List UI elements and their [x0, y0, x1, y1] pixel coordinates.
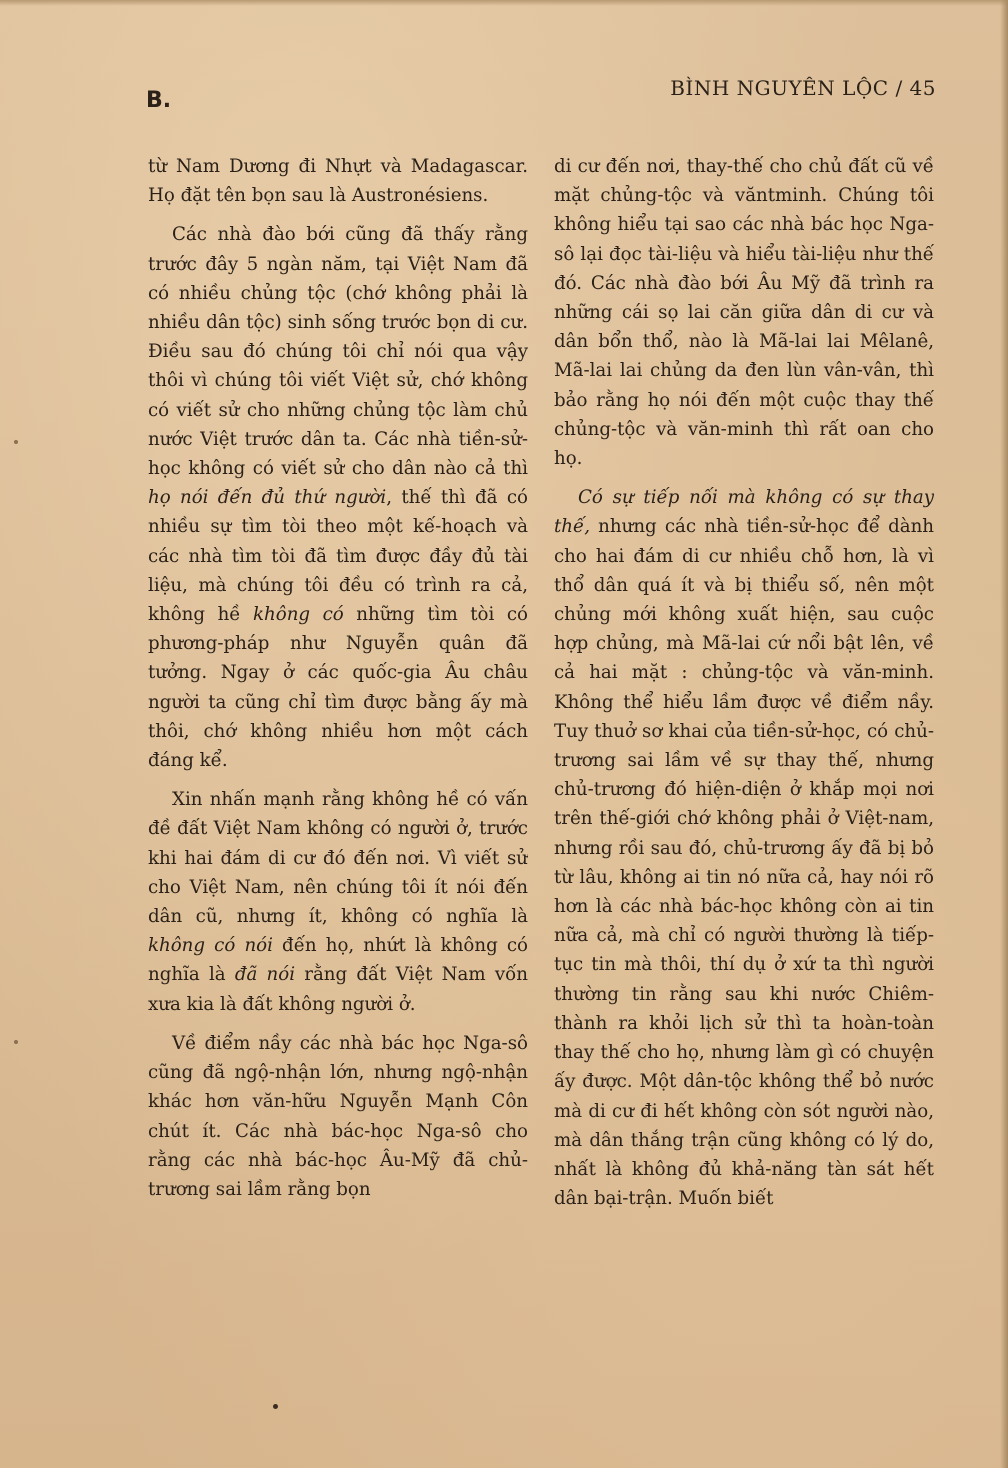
text-run: , thế thì đã có nhiều sự tìm tòi theo một kế-hoạch và các nhà tìm tòi đã tìm được đầy đủ tài liệu, mà chúng tôi đều có trình ra cả, không hề [148, 487, 528, 626]
text-run: rằng đất Việt Nam vốn xưa kia là đất không người ở. [148, 964, 528, 1015]
italic-text-run: không có nói [148, 935, 273, 957]
text-run: di cư đến nơi, thay-thế cho chủ đất cũ về mặt chủng-tộc và văntminh. Chúng tôi không hiểu tại sao các nhà bác học Nga-sô lại đọc tài-liệu và hiểu tài-liệu như thế đó. Các nhà đào bới Âu Mỹ đã trình ra những cái sọ lai căn giữa dân di cư và dân bổn thổ, nào là Mã-lai lai Mêlanê, Mã-lai lai chủng da đen lùn vân-vân, thì bảo rằng họ nói đến một cuộc thay thế chủng-tộc và văn-minh thì rất oan cho họ. [554, 156, 934, 470]
text-run: từ Nam Dương đi Nhựt và Madagascar. Họ đặt tên bọn sau là Austronésiens. [148, 156, 528, 207]
italic-text-run: đã nói [234, 964, 296, 986]
page-edge-right [1000, 0, 1008, 1468]
page-edge-top [0, 0, 1008, 6]
text-run: Các nhà đào bới cũng đã thấy rằng trước đây 5 ngàn năm, tại Việt Nam đã có nhiều chủng tộc (chớ không phải là nhiều dân tộc) sinh sống trước bọn di cư. Điều sau đó chúng tôi chỉ nói qua vậy thôi vì chúng tôi viết Việt sử, chớ không có viết sử cho những chủng tộc làm chủ nước Việt trước dân ta. Các nhà tiền-sử-học không có viết sử cho dân nào cả thì [148, 224, 528, 480]
paragraph [554, 152, 934, 473]
italic-text-run: Có sự tiếp nối mà không có sự thay thế, [554, 487, 934, 538]
text-run: nhưng các nhà tiền-sử-học để dành cho hai đám di cư nhiều chỗ hơn, là vì thổ dân quá ít và bị thiểu số, nên một chủng mới không xuất hiện, sau cuộc hợp chủng, mà Mã-lai cứ nổi bật lên, về cả hai mặt : chủng-tộc và văn-minh. Không thể hiểu lầm được về điểm nầy. Tuy thuở sơ khai của tiền-sử-học, có chủ-trương sai lầm về sự thay thế, nhưng chủ-trương đó hiện-diện ở khắp mọi nơi trên thế-giới chớ không phải ở Việt-nam, nhưng rồi sau đó, chủ-trương ấy đã bị bỏ từ lâu, không ai tin nó nữa cả, hay nói rõ hơn là các nhà bác-học không còn ai tin nữa cả, mà chỉ có người thường là tiếp-tục tin mà thôi, thí dụ ở xứ ta thì người thường tin rằng sau khi nước Chiêm-thành ra khỏi lịch sử thì ta hoàn-toàn thay thế cho họ, nhưng làm gì có chuyện ấy được. Một dân-tộc không thể bỏ nước mà di cư đi hết không còn sót người nào, mà dân thắng trận cũng không có lý do, nhất là không đủ khả-năng tàn sát hết dân bại-trận. Muốn biết [554, 516, 934, 1210]
text-run: những tìm tòi có phương-pháp như Nguyễn quân đã tưởng. Ngay ở các quốc-gia Âu châu người ta cũng chỉ tìm được bằng ấy mà thôi, chớ không nhiều hơn một cách đáng kể. [148, 604, 528, 772]
italic-text-run: họ nói đến đủ thứ người [148, 487, 387, 509]
paragraph [554, 483, 934, 1213]
running-head-title: BÌNH NGUYÊN LỘC / 45 [670, 76, 936, 100]
paper-mark [14, 1040, 18, 1044]
text-run: đến họ, nhứt là không có nghĩa là [148, 935, 528, 986]
text-column-right [554, 152, 934, 1342]
paragraph [148, 220, 528, 775]
text-run: Về điểm nầy các nhà bác học Nga-sô cũng đã ngộ-nhận lớn, nhưng ngộ-nhận khác hơn văn-hữu Nguyễn Mạnh Côn chút ít. Các nhà bác-học Nga-sô cho rằng các nhà bác-học Âu-Mỹ đã chủ-trương sai lầm rằng bọn [148, 1032, 528, 1200]
ink-speck [273, 1404, 278, 1409]
text-column-left [148, 152, 528, 1342]
paragraph [148, 785, 528, 1019]
text-run: Xin nhấn mạnh rằng không hề có vấn đề đất Việt Nam không có người ở, trước khi hai đám di cư đó đến nơi. Vì viết sử cho Việt Nam, nên chúng tôi ít nói đến dân cũ, nhưng ít, không có nghĩa là [148, 789, 528, 928]
italic-text-run: không có [253, 604, 344, 626]
paper-mark [14, 440, 18, 444]
paragraph [148, 1029, 528, 1204]
paragraph [148, 152, 528, 210]
header-left-mark: B. [146, 88, 172, 113]
